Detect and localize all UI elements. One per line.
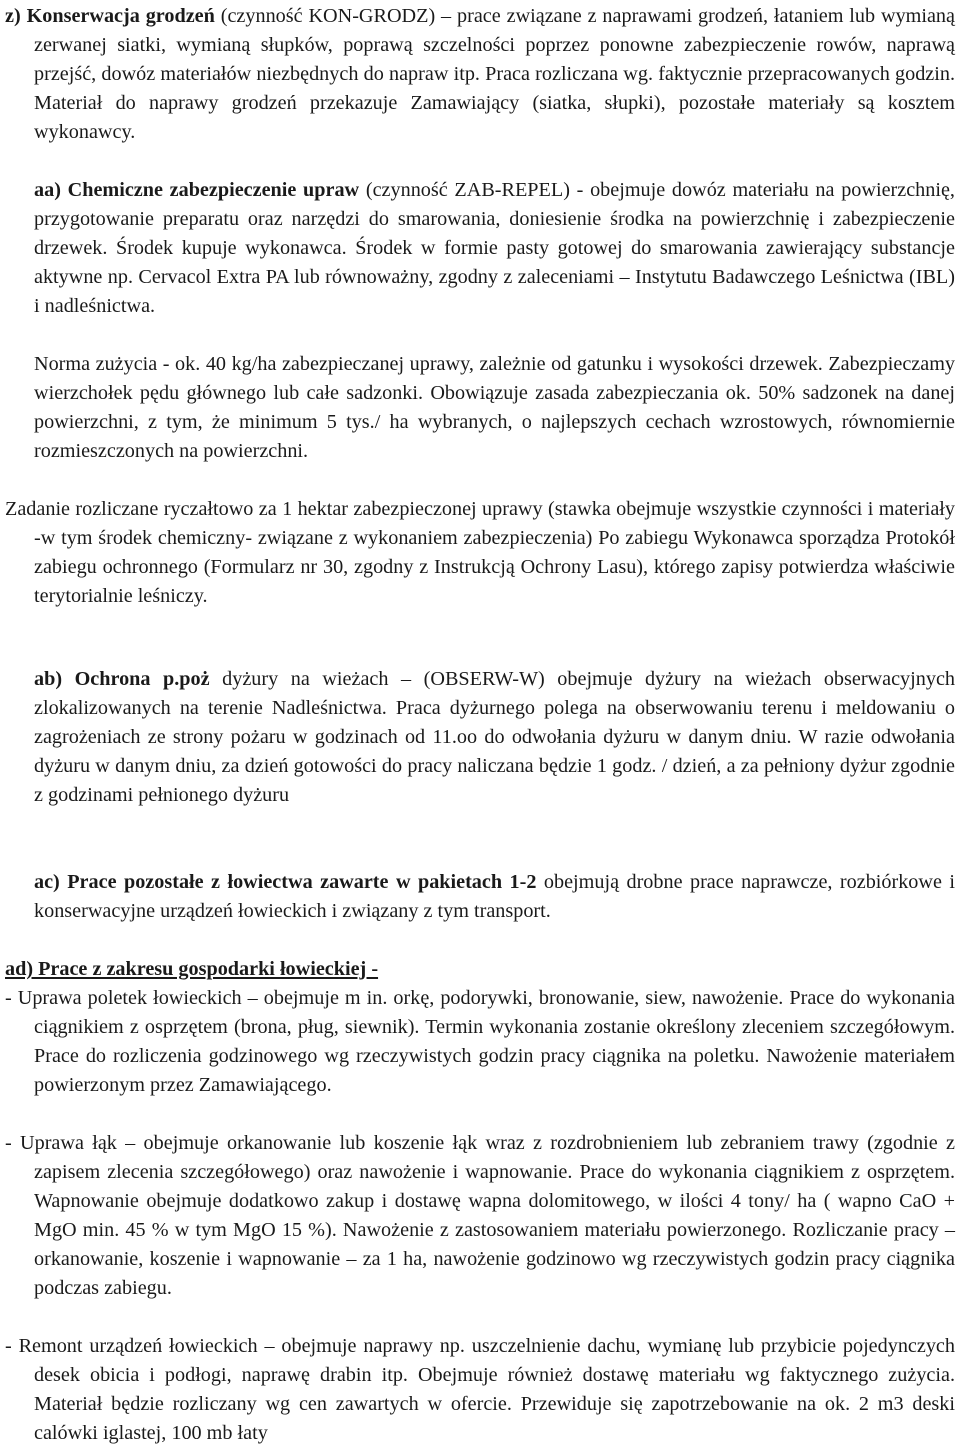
section-aa-body: (czynność ZAB-REPEL) - obejmuje dowóz materiału na powierzchnię, przygotowanie preparatu oraz narzędzi do smarowania, doniesienie środka na powierzchnię i zabezpieczenie drzewek. Środek kupuje wykonawca. Środek w formie pasty gotowej do smarowania zawierający substancje aktywne np. Cervacol Extra PA lub równoważny, zgodny z zaleceniami – Instytutu Badawczego Leśnictwa (IBL) i nadleśnictwa.	[34, 179, 955, 318]
section-aa-rozliczenie: Zadanie rozliczane ryczałtowo za 1 hektar zabezpieczonej uprawy (stawka obejmuje wszystkie czynności i materiały -w tym środek chemiczny- związane z wykonaniem zabezpieczenia) Po zabiegu Wykonawca sporządza Protokół zabiegu ochronnego (Formularz nr 30, zgodny z Instrukcją Ochrony Lasu), którego zapisy potwierdza właściwie terytorialnie leśniczy.	[5, 498, 955, 608]
section-z	[5, 2, 955, 147]
section-ab	[34, 665, 955, 810]
list-item-laki: - Uprawa łąk – obejmuje orkanowanie lub koszenie łąk wraz z rozdrobnieniem lub zebraniem trawy (zgodnie z zapisem zlecenia szczegółowego) oraz nawożenie i wapnowanie. Prace do wykonania ciągnikiem z osprzętem. Wapnowanie obejmuje dodatkowo zakup i dostawę wapna dolomitowego, w ilości 4 tony/ ha ( wapno CaO + MgO min. 45 % w tym MgO 15 %). Nawożenie z zastosowaniem materiału powierzonego. Rozliczanie pracy – orkanowanie, koszenie i wapnowanie – za 1 ha, nawożenie godzinowo wg rzeczywistych godzin pracy ciągnika podczas zabiegu.	[5, 1132, 955, 1300]
section-ab-heading: ab) Ochrona p.poż	[34, 668, 210, 690]
section-z-body: (czynność KON-GRODZ) – prace związane z naprawami grodzeń, łataniem lub wymianą zerwanej siatki, wymianą słupków, poprawą szczelności poprzez ponowne zabezpieczenie rowów, naprawą przejść, dowóz materiałów niezbędnych do napraw itp. Praca rozliczana wg. faktycznie przepracowanych godzin. Materiał do naprawy grodzeń przekazuje Zamawiający (siatka, słupki), pozostałe materiały są kosztem wykonawcy.	[34, 5, 955, 144]
section-ac	[34, 868, 955, 926]
section-aa-heading: aa) Chemiczne zabezpieczenie upraw	[34, 179, 360, 201]
section-ac-body: obejmują drobne prace naprawcze, rozbiórkowe i konserwacyjne urządzeń łowieckich i związany z tym transport.	[34, 871, 956, 923]
section-aa	[34, 176, 955, 321]
list-item-remont: - Remont urządzeń łowieckich – obejmuje naprawy np. uszczelnienie dachu, wymianę lub przybicie pojedynczych desek obicia i podłogi, naprawę drabin itp. Obejmuje również dostawę materiału wg faktycznego zużycia. Materiał będzie rozliczany wg cen zawartych w ofercie. Przewiduje się zapotrzebowanie na ok. 2 m3 deski calówki iglastej, 100 mb łaty	[5, 1335, 955, 1445]
section-ab-body: dyżury na wieżach – (OBSERW-W) obejmuje dyżury na wieżach obserwacyjnych zlokalizowanych na terenie Nadleśnictwa. Praca dyżurnego polega na obserwowaniu terenu i meldowaniu o zagrożeniach ze strony pożaru w godzinach od 11.oo do odwołania dyżuru w danym dniu. W razie odwołania dyżuru w danym dniu, za dzień gotowości do pracy naliczana będzie 1 godz. / dzień, a za pełniony dyżur zgodnie z godzinami pełnionego dyżuru	[34, 668, 956, 807]
section-ac-heading: ac) Prace pozostałe z łowiectwa zawarte w pakietach 1-2	[34, 871, 537, 893]
section-aa-norma: Norma zużycia - ok. 40 kg/ha zabezpieczanej uprawy, zależnie od gatunku i wysokości drzewek. Zabezpieczamy wierzchołek pędu głównego lub całe sadzonki. Obowiązuje zasada zabezpieczania ok. 50% sadzonek na danej powierzchni, z tym, że minimum 5 tys./ ha wybranych, o najlepszych cechach wzrostowych, równomiernie rozmieszczonych na powierzchni.	[34, 353, 955, 463]
list-item-poletka: - Uprawa poletek łowieckich – obejmuje m in. orkę, podorywki, bronowanie, siew, nawożenie. Prace do wykonania ciągnikiem z osprzętem (brona, pług, siewnik). Termin wykonania zostanie określony zleceniem szczegółowym. Prace do rozliczenia godzinowego wg rzeczywistych godzin pracy ciągnika na poletku. Nawożenie materiałem powierzonym przez Zamawiającego.	[5, 987, 955, 1097]
section-z-heading: z) Konserwacja grodzeń	[5, 5, 215, 27]
section-ad-heading: ad) Prace z zakresu gospodarki łowieckiej -	[5, 958, 379, 980]
